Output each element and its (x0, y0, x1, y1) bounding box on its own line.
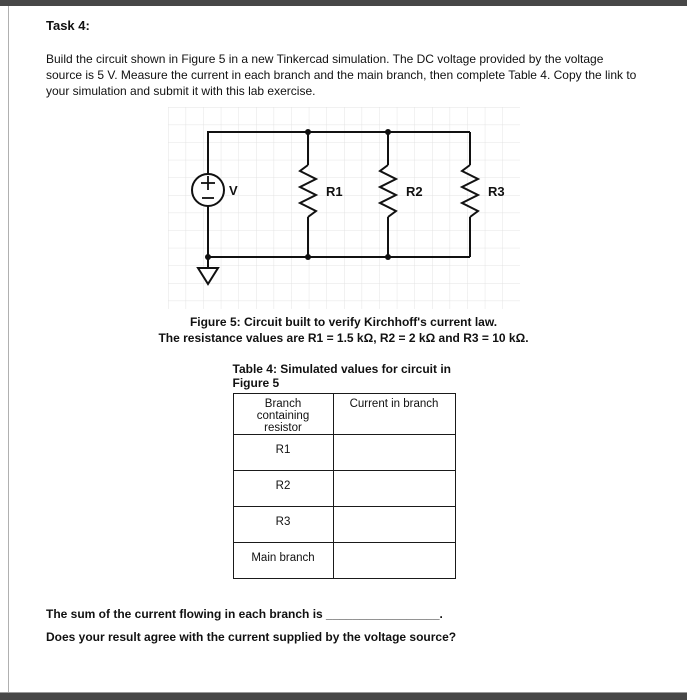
branch-cell: R1 (233, 435, 333, 471)
page-edge-bottom (0, 692, 687, 700)
figure-captions (46, 314, 641, 346)
table-header-row (233, 394, 455, 435)
resistor-label-r2: R2 (405, 184, 423, 199)
voltage-source (192, 174, 224, 206)
table-row-r2 (233, 471, 455, 507)
table-header-current: Current in branch (333, 394, 455, 435)
resistor-label-r1: R1 (325, 184, 343, 199)
figure-caption-resistances: The resistance values are R1 = 1.5 kΩ, R2 = 2 kΩ and R3 = 10 kΩ. (158, 331, 529, 345)
page-edge-left (8, 6, 9, 692)
agreement-question: Does your result agree with the current supplied by the voltage source? (46, 630, 457, 644)
sum-statement: The sum of the current flowing in each branch is _________________. (46, 607, 443, 621)
task-heading: Task 4: (46, 18, 90, 33)
resistor-label-r3: R3 (487, 184, 505, 199)
table-row-r1 (233, 435, 455, 471)
grid-background (168, 107, 520, 309)
page-edge-top (0, 0, 687, 6)
source-label: V (228, 183, 238, 198)
intro-paragraph: Build the circuit shown in Figure 5 in a new Tinkercad simulation. The DC voltage provided by the voltage source is 5 V. Measure the current in each branch and the main branch, then complete Table 4. Copy the link to your simulation and submit it with this lab exercise. (46, 52, 637, 98)
current-cell[interactable] (333, 543, 455, 579)
figure-caption: Figure 5: Circuit built to verify Kirchhoff's current law. (189, 315, 498, 329)
branch-cell: R3 (233, 507, 333, 543)
circuit-diagram (168, 107, 520, 309)
table-row-main-branch (233, 543, 455, 579)
table-header-branch: Branch containing resistor (233, 394, 333, 435)
current-cell[interactable] (333, 435, 455, 471)
figure-5 (46, 107, 641, 314)
branch-cell: Main branch (233, 543, 333, 579)
branch-cell: R2 (233, 471, 333, 507)
results-table (233, 393, 456, 579)
table-4-block (233, 362, 455, 579)
table-row-r3 (233, 507, 455, 543)
table-title: Table 4: Simulated values for circuit in Figure 5 (232, 362, 452, 390)
current-cell[interactable] (333, 507, 455, 543)
current-cell[interactable] (333, 471, 455, 507)
